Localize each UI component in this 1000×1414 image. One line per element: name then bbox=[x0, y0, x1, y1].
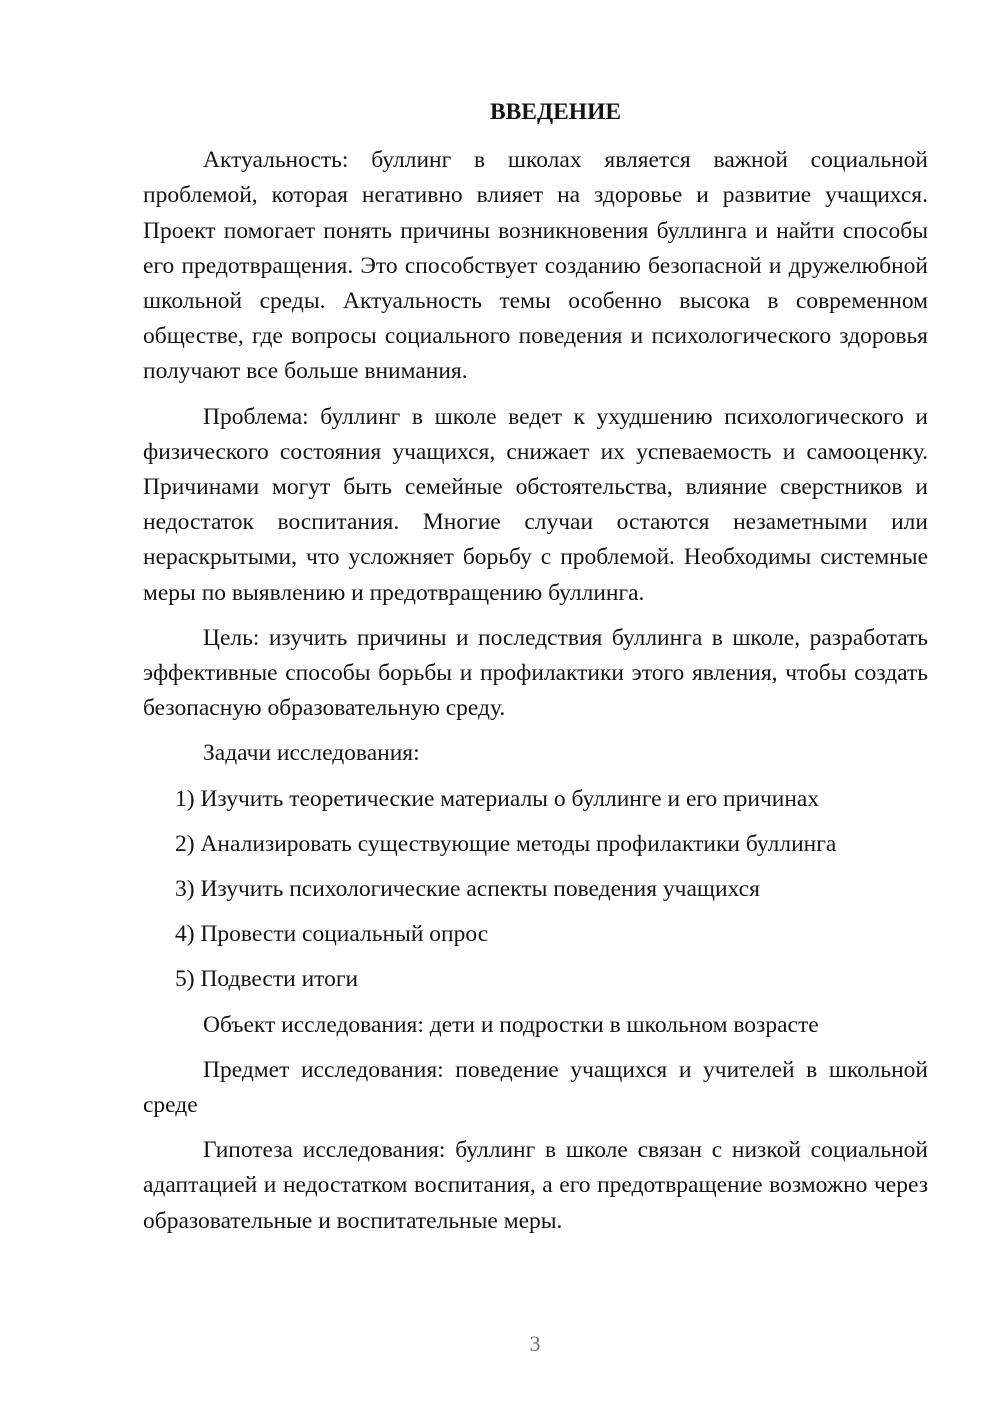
page-number: 3 bbox=[529, 1331, 541, 1356]
object-paragraph: Объект исследования: дети и подростки в школьном возрасте bbox=[203, 1011, 819, 1038]
section-title: ВВЕДЕНИЕ bbox=[489, 99, 622, 125]
list-item: 4) Провести социальный опрос bbox=[175, 921, 489, 948]
subject-paragraph: Предмет исследования: поведение учащихся и учителей в школьной среде bbox=[143, 1056, 928, 1119]
list-item: 3) Изучить психологические аспекты поведения учащихся bbox=[175, 876, 760, 903]
list-item: 5) Подвести итоги bbox=[175, 966, 359, 993]
list-item: 1) Изучить теоретические материалы о буллинге и его причинах bbox=[175, 785, 820, 812]
hypothesis-paragraph: Гипотеза исследования: буллинг в школе связан с низкой социальной адаптацией и недостатком воспитания, а его предотвращение возможно через образовательные и воспитательные меры. bbox=[143, 1137, 928, 1234]
goal-paragraph: Цель: изучить причины и последствия буллинга в школе, разработать эффективные способы борьбы и профилактики этого явления, чтобы создать безопасную образовательную среду. bbox=[143, 624, 928, 722]
tasks-list bbox=[143, 782, 928, 998]
list-item: 2) Анализировать существующие методы профилактики буллинга bbox=[175, 830, 837, 857]
document-body bbox=[143, 95, 928, 1249]
tasks-heading: Задачи исследования: bbox=[203, 740, 420, 767]
relevance-paragraph: Актуальность: буллинг в школах является важной социальной проблемой, которая негативно влияет на здоровье и развитие учащихся. Проект помогает понять причины возникновения буллинга и найти способы его предотвращения. Это способствует созданию безопасной и дружелюбной школьной среды. Актуальность темы особенно высока в современном обществе, где вопросы социального поведения и психологического здоровья получают все больше внимания. bbox=[143, 147, 928, 385]
problem-paragraph: Проблема: буллинг в школе ведет к ухудшению психологического и физического состояния учащихся, снижает их успеваемость и самооценку. Причинами могут быть семейные обстоятельства, влияние сверстников и недостаток воспитания. Многие случаи остаются незаметными или нераскрытыми, что усложняет борьбу с проблемой. Необходимы системные меры по выявлению и предотвращению буллинга. bbox=[143, 403, 928, 606]
